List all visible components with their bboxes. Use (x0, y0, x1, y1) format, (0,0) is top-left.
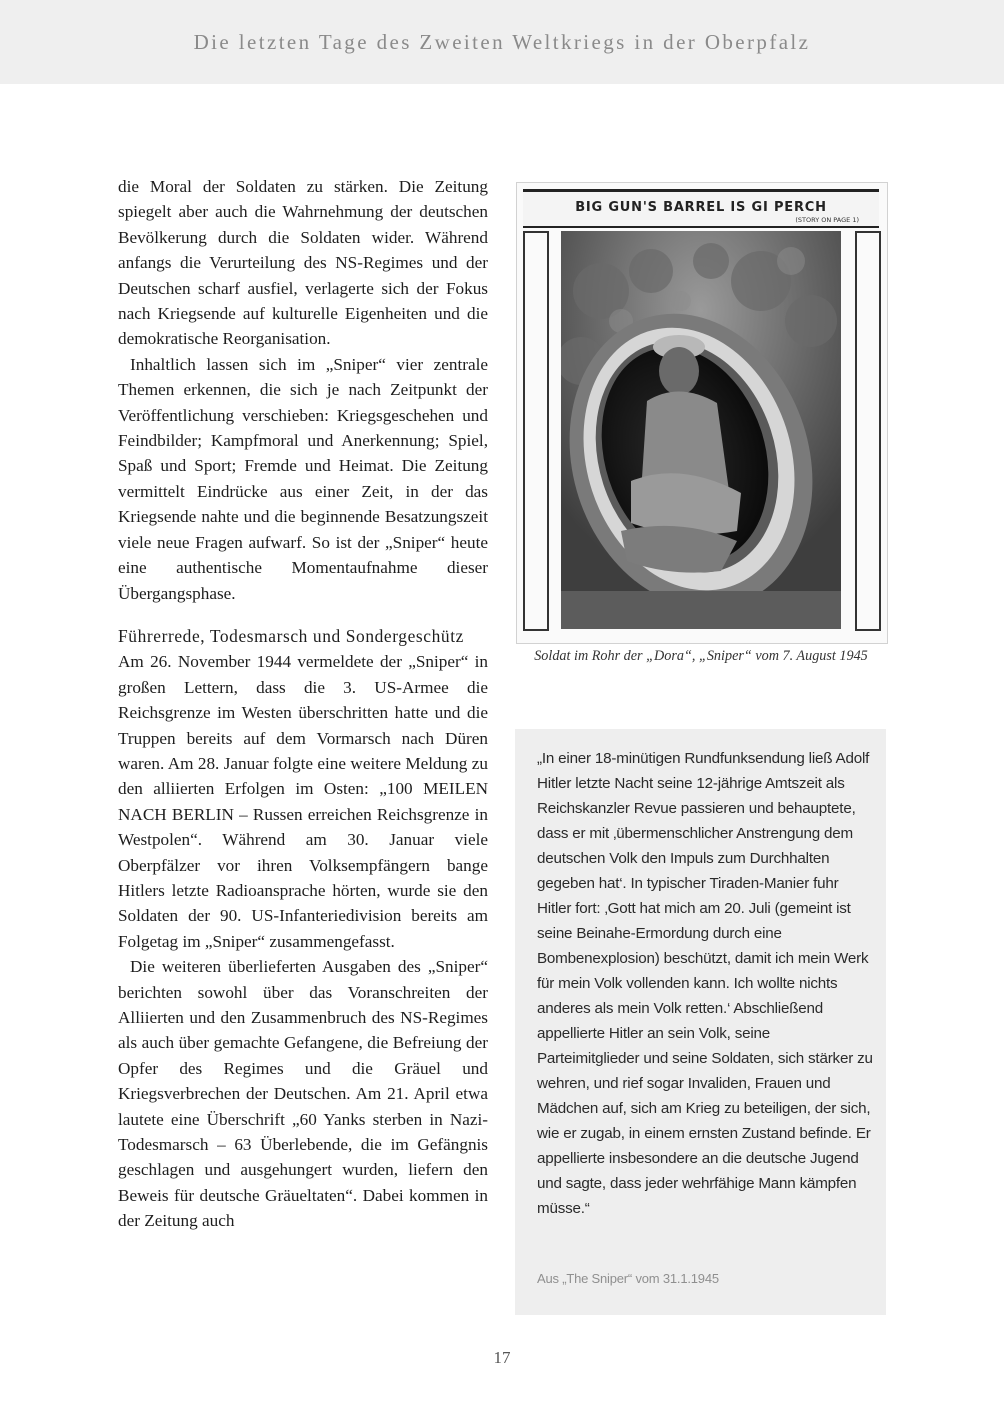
soldier-in-gun-barrel-photo (561, 231, 841, 629)
clipping-column-rule-left (523, 231, 549, 631)
clipping-column-rule-right (855, 231, 881, 631)
main-text-column (118, 174, 488, 1234)
running-header (0, 0, 1004, 84)
clipping-headline-bar (523, 189, 879, 228)
body-paragraph: Die weiteren überlieferten Ausgaben des „Sniper“ berichten sowohl über das Voranschreiten der Alliierten und den Zusammenbruch des NS-Regimes als auch über gemachte Gefangene, die Befreiung der Opfer des Regimes und die Gräuel und Kriegsverbrechen der Deutschen. Am 21. April etwa lautete eine Überschrift „60 Yanks sterben in Nazi-Todesmarsch – 63 Überlebende, die im Gefängnis geschlagen und ausgehungert wurden, liefern den Beweis für deutsche Gräueltaten“. Dabei kommen in der Zeitung auch (118, 957, 488, 1231)
body-paragraph: Inhaltlich lassen sich im „Sniper“ vier zentrale Themen erkennen, die sich je nach Zeitpunkt der Veröffentlichung verschieben: Kriegsgeschehen und Feindbilder; Kampfmoral und Anerkennung; Spiel, Spaß und Sport; Fremde und Heimat. Die Zeitung vermittelt Eindrücke aus einer Zeit, in der das Kriegsende nahte und die beginnende Besatzungszeit viele neue Fragen aufwarf. So ist der „Sniper“ heute eine authentische Momentaufnahme dieser Übergangsphase. (118, 354, 488, 603)
clipping-subline: (STORY ON PAGE 1) (795, 216, 859, 224)
figure-caption: Soldat im Rohr der „Dora“, „Sniper“ vom 7. August 1945 (534, 648, 868, 664)
body-paragraph: die Moral der Soldaten zu stärken. Die Zeitung spiegelt aber auch die Wahrnehmung der deutschen Bevölkerung durch die Soldaten wider. Während anfangs die Verurteilung des NS-Regimes und der Deutschen scharf ausfiel, verlagerte sich der Fokus nach Kriegsende auf kulturelle Eigenheiten und die demokratische Reorganisation. (118, 177, 488, 349)
section-heading: Führerrede, Todesmarsch und Sondergeschütz (118, 625, 464, 646)
quote-text: „In einer 18-minütigen Rundfunksendung ließ Adolf Hitler letzte Nacht seine 12-jährige Amtszeit als Reichskanzler Revue passieren und behauptete, dass er mit ‚übermenschlicher Anstrengung dem deutschen Volk den Impuls zum Durchhalten gegeben hat‘. In typischer Tiraden-Manier fuhr Hitler fort: ‚Gott hat mich am 20. Juli (gemeint ist seine Beinahe-Ermordung durch eine Bombenexplosion) beschützt, damit ich mein Werk für mein Volk vollenden kann. Ich wollte nichts anderes als mein Volk retten.‘ Abschließend appellierte Hitler an sein Volk, seine Parteimitglieder und seine Soldaten, sich stärker zu wehren, und rief sogar Invaliden, Frauen und Mädchen auf, sich am Krieg zu beteiligen, der sich, wie er zugab, in einem ernsten Zustand befinde. Er appellierte insbesondere an die deutsche Jugend und sagte, dass jeder wehrfähige Mann kämpfen müsse.“ (537, 750, 873, 1217)
body-paragraph: Am 26. November 1944 vermeldete der „Sniper“ in großen Lettern, dass die 3. US-Armee die Reichsgrenze im Westen überschritten hatte und die Truppen bereits auf dem Vormarsch nach Düren waren. Am 28. Januar folgte eine weitere Meldung zu den alliierten Erfolgen im Osten: „100 MEILEN NACH BERLIN – Russen erreichen Reichsgrenze in Westpolen“. Während am 30. Januar viele Oberpfälzer vor ihren Volksempfängern bange Hitlers letzte Radioansprache hörten, wurde sie den Soldaten der 90. US-Infanteriedivision bereits am Folgetag im „Sniper“ zusammengefasst. (118, 652, 488, 951)
clipping-headline: BIG GUN'S BARREL IS GI PERCH (575, 200, 827, 215)
newspaper-clipping-figure (516, 182, 888, 644)
quote-source: Aus „The Sniper“ vom 31.1.1945 (537, 1271, 719, 1286)
quote-box (515, 729, 886, 1315)
page-number: 17 (493, 1348, 511, 1367)
running-header-title: Die letzten Tage des Zweiten Weltkriegs in der Oberpfalz (193, 30, 811, 54)
